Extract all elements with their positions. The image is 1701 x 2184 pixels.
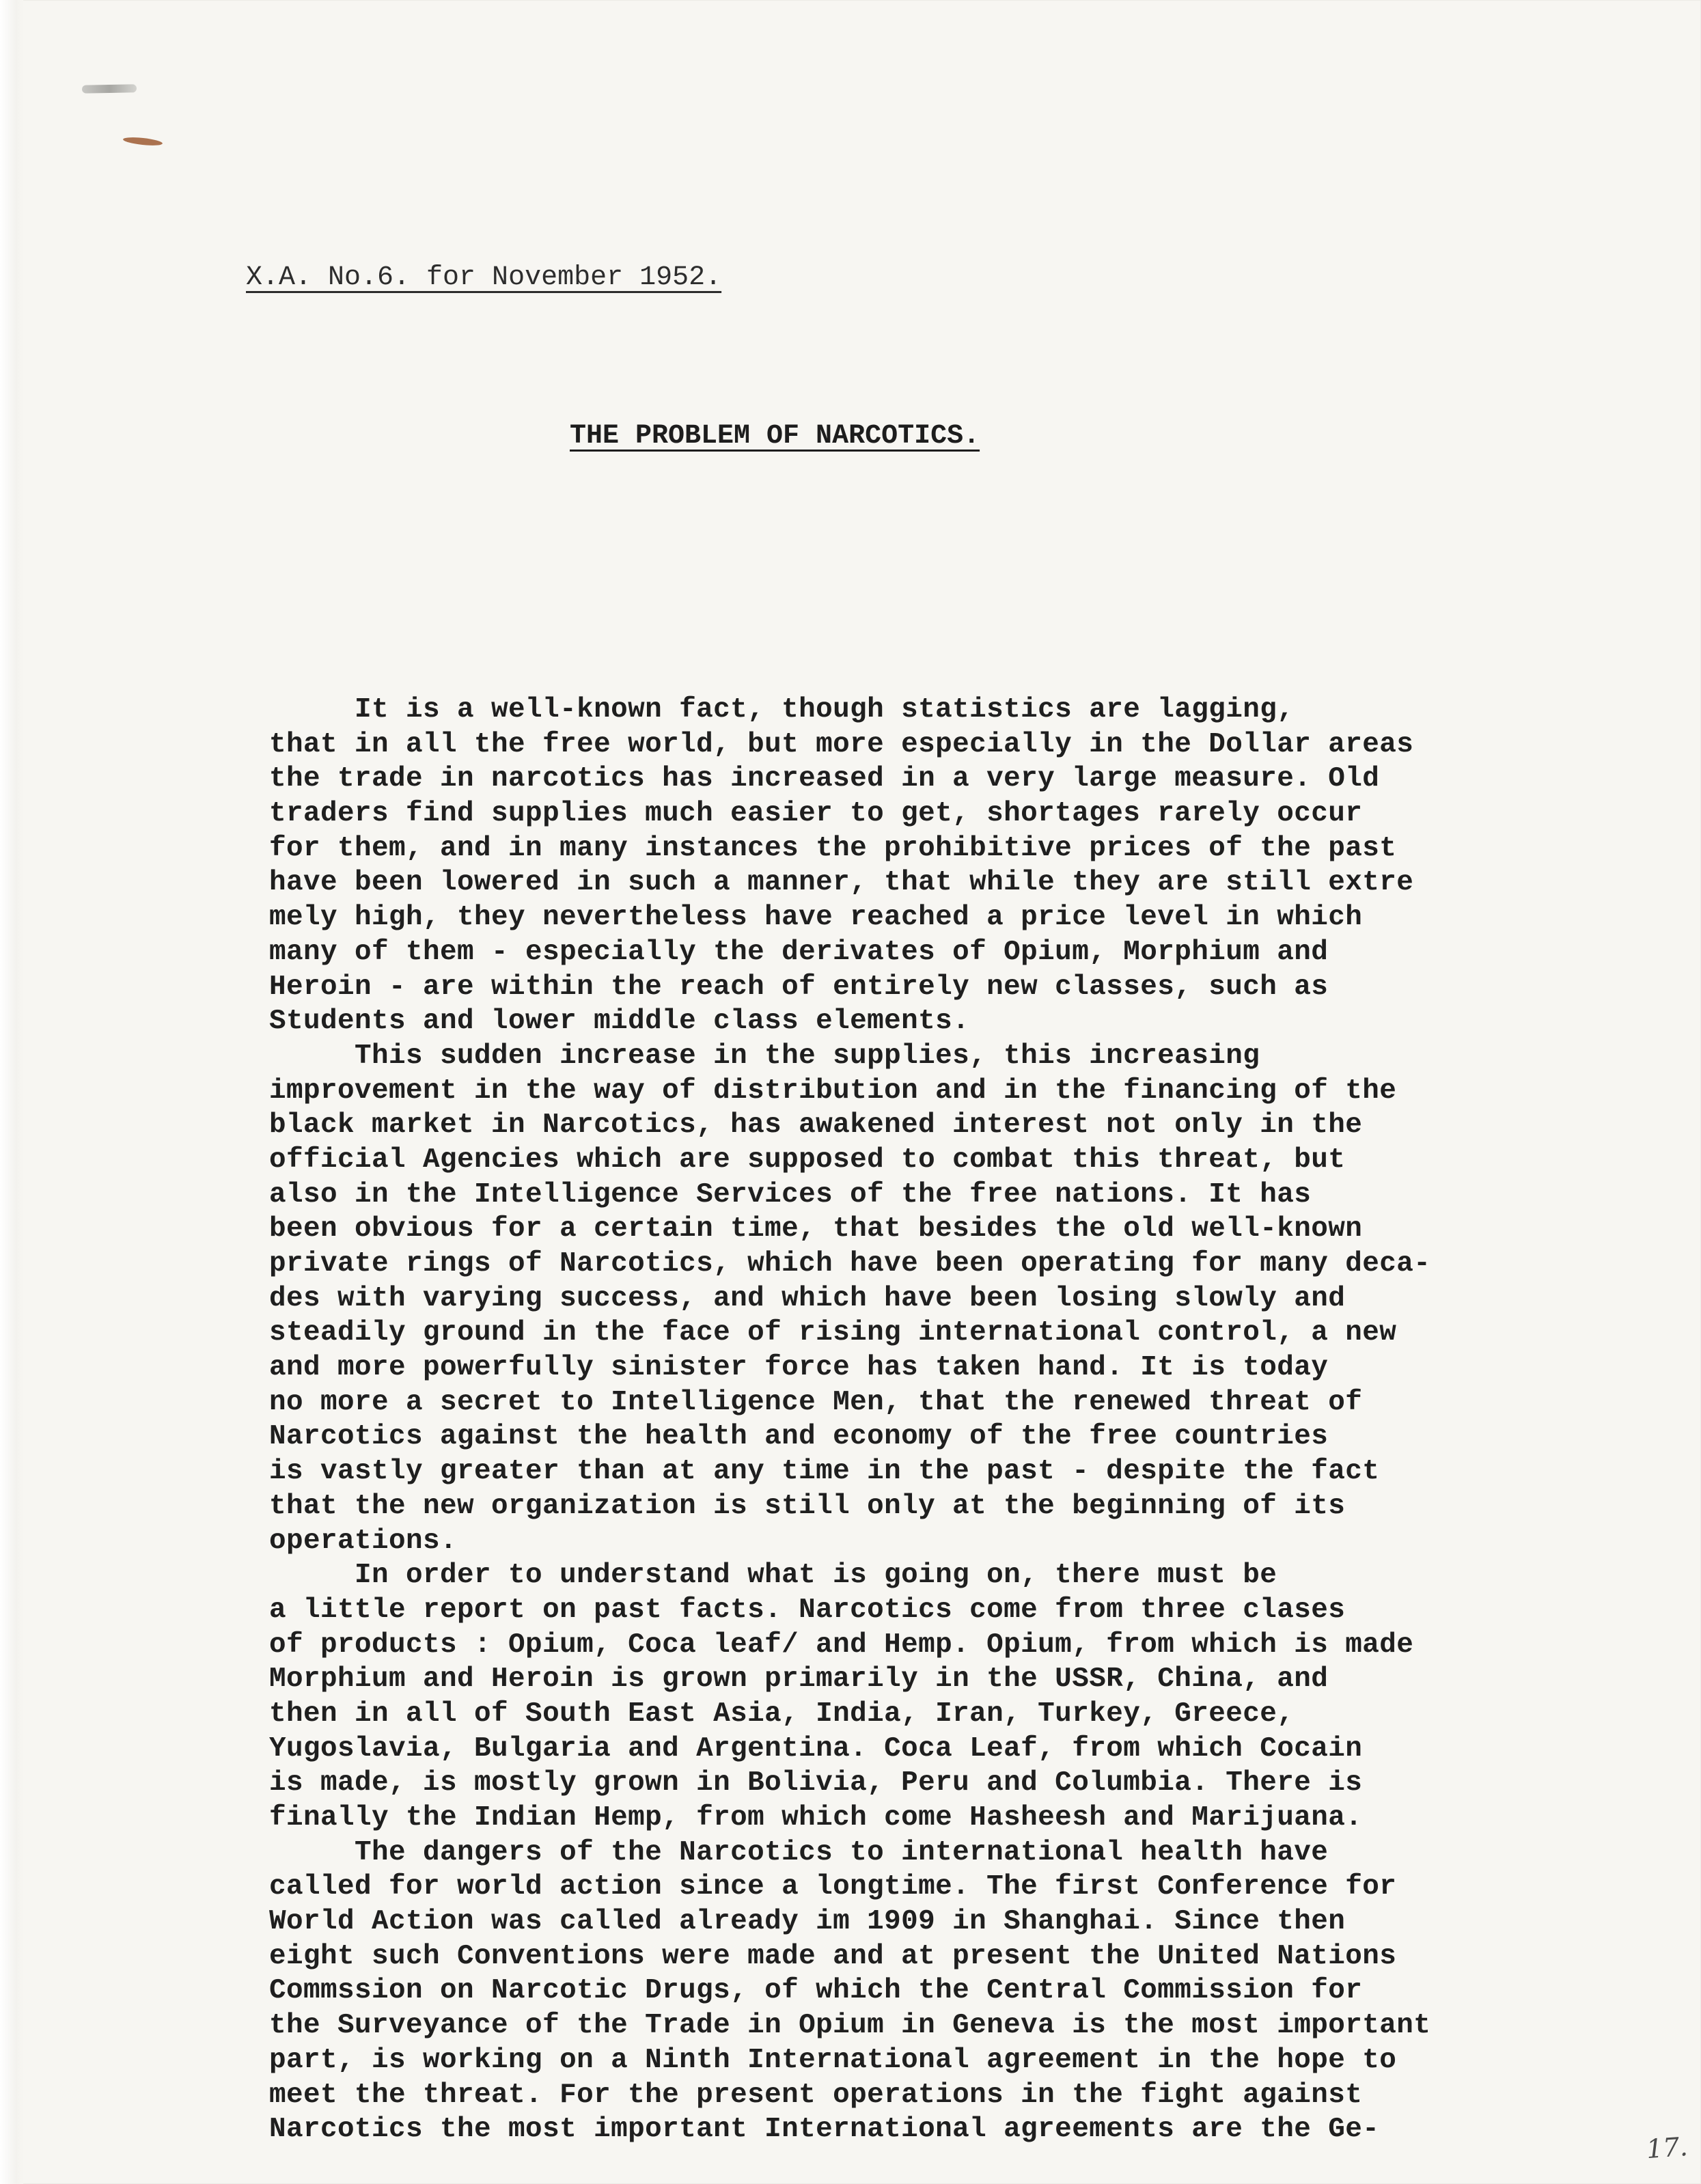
body-line: part, is working on a Ninth International agreement in the hope to [269, 2044, 1397, 2076]
body-line: is made, is mostly grown in Bolivia, Peru and Columbia. There is [269, 1767, 1363, 1799]
body-line: steadily ground in the face of rising international control, a new [269, 1317, 1397, 1349]
body-line: traders find supplies much easier to get, shortages rarely occur [269, 798, 1363, 830]
page-left-edge [0, 0, 23, 2184]
body-line: and more powerfully sinister force has taken hand. It is today [269, 1352, 1329, 1384]
body-line: have been lowered in such a manner, that while they are still extre [269, 867, 1414, 899]
body-line: is vastly greater than at any time in the past - despite the fact [269, 1456, 1380, 1488]
body-line: Students and lower middle class elements. [269, 1006, 970, 1038]
body-line: that in all the free world, but more especially in the Dollar areas [269, 728, 1414, 760]
body-line: Narcotics the most important International agreements are the Ge- [269, 2114, 1380, 2146]
body-line: also in the Intelligence Services of the free nations. It has [269, 1178, 1312, 1211]
body-line: Heroin - are within the reach of entirely new classes, such as [269, 971, 1329, 1003]
body-line: finally the Indian Hemp, from which come Hasheesh and Marijuana. [269, 1802, 1363, 1834]
body-line: then in all of South East Asia, India, Iran, Turkey, Greece, [269, 1698, 1295, 1730]
document-title: THE PROBLEM OF NARCOTICS. [570, 421, 980, 452]
body-line: eight such Conventions were made and at present the United Nations [269, 1940, 1397, 1972]
document-reference: X.A. No.6. for November 1952. [246, 262, 722, 293]
body-line: private rings of Narcotics, which have been operating for many deca- [269, 1248, 1431, 1280]
body-line: that the new organization is still only at the beginning of its [269, 1490, 1346, 1522]
body-line: Yugoslavia, Bulgaria and Argentina. Coca Leaf, from which Cocain [269, 1732, 1363, 1765]
body-line: World Action was called already im 1909 in Shanghai. Since then [269, 1906, 1346, 1938]
body-line: of products : Opium, Coca leaf/ and Hemp. Opium, from which is made [269, 1629, 1414, 1661]
body-line: It is a well-known fact, though statistics are lagging, [269, 694, 1295, 725]
body-line: This sudden increase in the supplies, this increasing [269, 1040, 1260, 1072]
body-line: called for world action since a longtime. The first Conference for [269, 1871, 1397, 1903]
body-line: mely high, they nevertheless have reached a price level in which [269, 902, 1363, 934]
body-line: operations. [269, 1525, 458, 1557]
body-line: Morphium and Heroin is grown primarily in the USSR, China, and [269, 1663, 1329, 1696]
body-line: improvement in the way of distribution and in the financing of the [269, 1075, 1397, 1107]
rust-stain [123, 136, 163, 147]
body-line: Narcotics against the health and economy of the free countries [269, 1421, 1329, 1453]
body-line: no more a secret to Intelligence Men, that the renewed threat of [269, 1386, 1363, 1418]
body-line: official Agencies which are supposed to combat this threat, but [269, 1144, 1346, 1176]
page-number: 17. [1645, 2131, 1689, 2165]
body-line: In order to understand what is going on, there must be [269, 1560, 1277, 1592]
body-line: The dangers of the Narcotics to international health have [269, 1836, 1329, 1868]
body-line: been obvious for a certain time, that besides the old well-known [269, 1213, 1363, 1245]
body-line: black market in Narcotics, has awakened interest not only in the [269, 1109, 1363, 1142]
body-line: the trade in narcotics has increased in a very large measure. Old [269, 763, 1380, 795]
staple-mark [82, 84, 137, 93]
document-body [269, 693, 1430, 2147]
body-line: des with varying success, and which have been losing slowly and [269, 1282, 1346, 1314]
body-line: the Surveyance of the Trade in Opium in Geneva is the most important [269, 2010, 1431, 2042]
body-line: meet the threat. For the present operations in the fight against [269, 2079, 1363, 2111]
body-line: many of them - especially the derivates of Opium, Morphium and [269, 936, 1329, 968]
body-line: Commssion on Narcotic Drugs, of which the Central Commission for [269, 1975, 1363, 2007]
body-line: a little report on past facts. Narcotics come from three clases [269, 1594, 1346, 1626]
body-line: for them, and in many instances the prohibitive prices of the past [269, 832, 1397, 864]
